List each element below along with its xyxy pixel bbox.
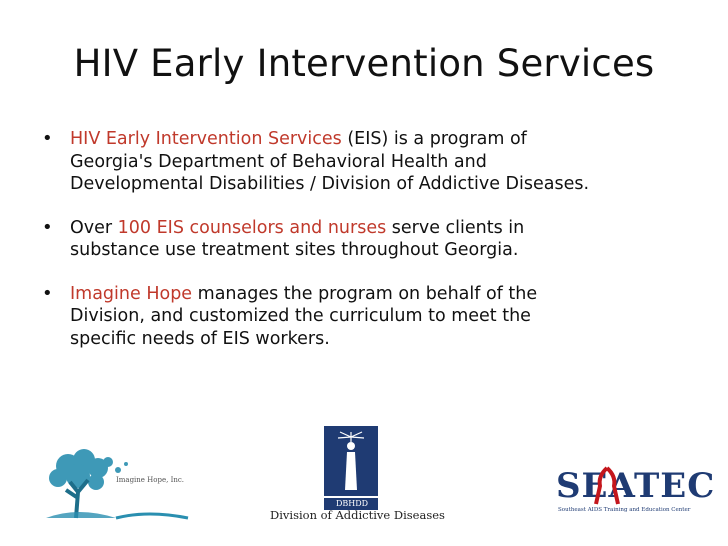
bullet-item-1 <box>36 128 696 196</box>
bullet-dot-icon: • <box>42 216 53 238</box>
bullet-text: Developmental Disabilities / Division of Addictive Diseases. <box>70 174 590 194</box>
bullet-text: (EIS) is a program of <box>341 129 527 149</box>
bullet-list <box>36 128 696 371</box>
seatec-tagline: Southeast AIDS Training and Education Center <box>558 507 691 513</box>
bullet-text: manages the program on behalf of the <box>192 283 538 304</box>
bullet-text: serve clients in <box>386 217 525 238</box>
highlight-text: Imagine Hope <box>70 283 193 304</box>
bullet-text: Over <box>70 217 118 238</box>
red-ribbon-icon <box>594 466 620 506</box>
bullet-text: substance use treatment sites throughout Georgia. <box>70 240 519 260</box>
imagine-hope-logo <box>38 448 198 520</box>
bullet-dot-icon: • <box>42 282 53 304</box>
dbhdd-logo <box>320 424 382 512</box>
footer-division-text: Division of Addictive Diseases <box>270 508 445 522</box>
highlight-text: 100 EIS counselors and nurses <box>117 217 387 238</box>
bullet-item-2 <box>36 217 696 262</box>
bullet-text: Georgia's Department of Behavioral Health and <box>70 151 487 172</box>
seatec-wordmark: SEATEC <box>556 466 716 506</box>
seatec-logo <box>556 466 716 518</box>
bullet-dot-icon: • <box>42 128 53 149</box>
imagine-hope-label: Imagine Hope, Inc. <box>116 476 184 484</box>
bullet-text: Division, and customized the curriculum to meet the <box>70 306 531 326</box>
dbhdd-label: DBHDD <box>336 499 369 508</box>
highlight-text: HIV Early Intervention Services <box>70 129 342 149</box>
bullet-text: specific needs of EIS workers. <box>70 328 330 349</box>
tree-logo-icon <box>38 448 198 520</box>
slide-title: HIV Early Intervention Services <box>73 42 655 85</box>
bullet-item-3 <box>36 283 696 351</box>
